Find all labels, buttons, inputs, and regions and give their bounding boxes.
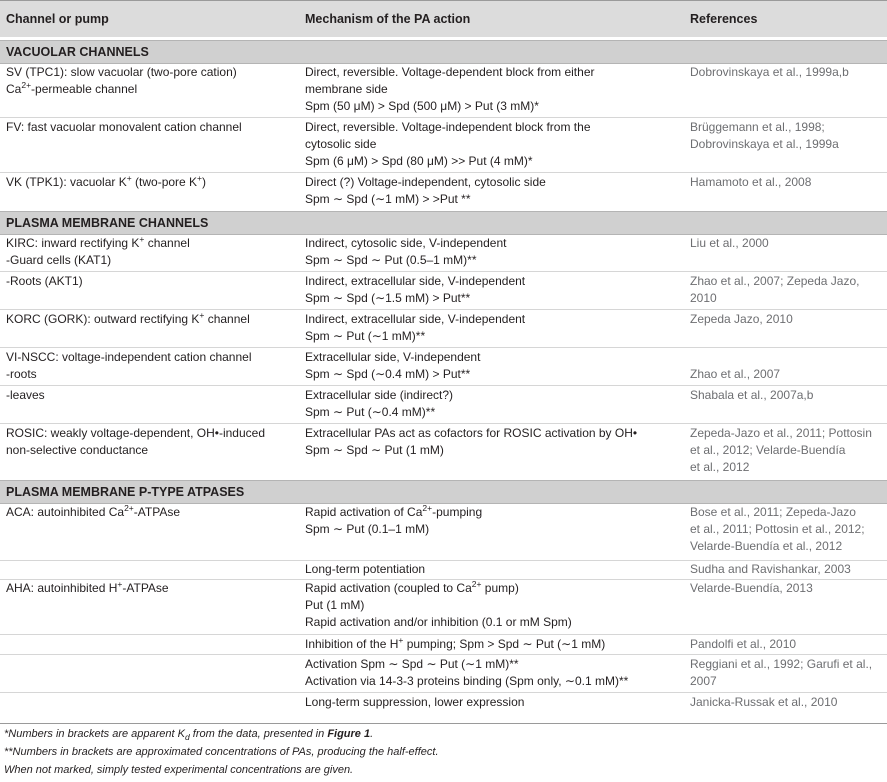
references-cell: Zepeda-Jazo et al., 2011; Pottosin et al., 2012; Velarde-Buendía et al., 2012 [690,426,872,474]
references-cell: Reggiani et al., 1992; Garufi et al., 2007 [690,657,873,688]
references-cell: Liu et al., 2000 [690,236,769,250]
channel-cell: ACA: autoinhibited $Ca^{2+}$-ATPAse [6,503,181,519]
mechanism-cell: Rapid activation (coupled to $Ca^{2+}$ pump) Put (1 mM) Rapid activation and/or inhibition (0.1 or mM Spm) [305,579,572,629]
table-row-rosic [0,425,887,479]
section-atpases [0,480,887,504]
header-channel: Channel or pump [6,12,109,26]
mechanism-cell: Direct, reversible. Voltage-dependent block from either membrane side Spm (50 μM) > Spd (500 μM) > Put (3 mM)* [305,65,595,113]
channel-cell: KIRC: inward rectifying K+ channel -Guard cells (KAT1) [6,234,190,267]
table-row-aca [0,504,887,561]
table-row-leaves [0,387,887,424]
references-cell: Velarde-Buendía, 2013 [690,581,813,595]
mechanism-cell: Indirect, extracellular side, V-independent Spm ∼ Put (∼1 mM)** [305,312,526,343]
mechanism-cell: Extracellular side (indirect?) Spm ∼ Put (∼0.4 mM)** [305,388,454,419]
references-cell: Janicka-Russak et al., 2010 [690,695,838,709]
references-cell: Shabala et al., 2007a,b [690,388,814,402]
table-row-korc [0,311,887,348]
references-cell: Hamamoto et al., 2008 [690,175,812,189]
table-row-vk [0,174,887,210]
channel-cell: ROSIC: weakly voltage-dependent, OH•-induced non-selective conductance [6,426,266,457]
section-vacuolar [0,40,887,64]
table-row-fv [0,119,887,173]
references-cell: Zepeda Jazo, 2010 [690,312,793,326]
channel-cell: VI-NSCC: voltage-independent cation channel -roots [6,350,252,381]
section-title: PLASMA MEMBRANE CHANNELS [6,216,209,230]
channel-cell: FV: fast vacuolar monovalent cation channel [6,120,242,134]
channel-cell: AHA: autoinhibited H+-ATPAse [6,579,169,595]
section-plasma-channels [0,211,887,235]
table-row-aha [0,580,887,635]
references-cell: Dobrovinskaya et al., 1999a,b [690,65,849,79]
mechanism-cell: Indirect, extracellular side, V-independent Spm ∼ Spd (∼1.5 mM) > Put** [305,274,526,305]
channel-cell: KORC (GORK): outward rectifying K+ channel [6,310,250,326]
channel-cell: VK (TPK1): vacuolar K+ (two-pore K+) [6,173,207,189]
table-row-suppression [0,694,887,716]
references-cell: Sudha and Ravishankar, 2003 [690,562,851,576]
mechanism-cell: Direct (?) Voltage-independent, cytosolic side Spm ∼ Spd (∼1 mM) > >Put ** [305,175,546,206]
header-references: References [690,12,758,26]
mechanism-cell: Extracellular PAs act as cofactors for ROSIC activation by OH• Spm ∼ Spd ∼ Put (1 mM) [305,426,638,457]
table-row-kirc [0,235,887,272]
table-row-activation [0,656,887,693]
mechanism-cell: Direct, reversible. Voltage-independent block from the cytosolic side Spm (6 μM) > Spd (80 μM) >> Put (4 mM)* [305,120,591,168]
table-row-vinscc [0,349,887,386]
references-cell: Zhao et al., 2007 [690,367,781,381]
mechanism-cell: Extracellular side, V-independent Spm ∼ Spd (∼0.4 mM) > Put** [305,350,481,381]
channel-cell: -leaves [6,388,45,402]
references-cell: Brüggemann et al., 1998; Dobrovinskaya et al., 1999a [690,120,839,151]
mechanism-cell: Long-term suppression, lower expression [305,695,525,709]
references-cell: Zhao et al., 2007; Zepeda Jazo, 2010 [690,274,860,305]
mechanism-cell: Long-term potentiation [305,562,426,576]
mechanism-cell: Inhibition of the H+ pumping; Spm > Spd ∼ Put (∼1 mM) [305,635,606,651]
table-header [0,0,887,37]
mechanism-cell: Rapid activation of $Ca^{2+}$-pumping Spm ∼ Put (0.1–1 mM) [305,503,483,536]
channel-cell: -Roots (AKT1) [6,274,83,288]
footnote-divider [0,723,887,724]
table-row-roots [0,273,887,310]
mechanism-cell: Indirect, cytosolic side, V-independent Spm ∼ Spd ∼ Put (0.5–1 mM)** [305,236,507,267]
channel-cell: SV (TPC1): slow vacuolar (two-pore cation) $Ca^{2+}$-permeable channel [6,65,237,96]
section-title: PLASMA MEMBRANE P-TYPE ATPASES [6,485,245,499]
section-title: VACUOLAR CHANNELS [6,45,149,59]
table-row-inhibition [0,636,887,655]
table-row-sv [0,64,887,118]
footnote-1: *Numbers in brackets are apparent $K_d$ from the data, presented in Figure 1. [4,728,374,743]
footnote-3: When not marked, simply tested experimental concentrations are given. [4,764,354,776]
mechanism-cell: Activation Spm ∼ Spd ∼ Put (∼1 mM)** Activation via 14-3-3 proteins binding (Spm only, ∼0.1 mM)** [305,657,629,688]
table-row-ltp [0,561,887,580]
header-mechanism: Mechanism of the PA action [305,12,471,26]
references-cell: Pandolfi et al., 2010 [690,637,797,651]
references-cell: Bose et al., 2011; Zepeda-Jazo et al., 2011; Pottosin et al., 2012; Velarde-Buendía et al., 2012 [690,505,865,553]
footnote-2: **Numbers in brackets are approximated concentrations of PAs, producing the half-effect. [4,746,439,758]
